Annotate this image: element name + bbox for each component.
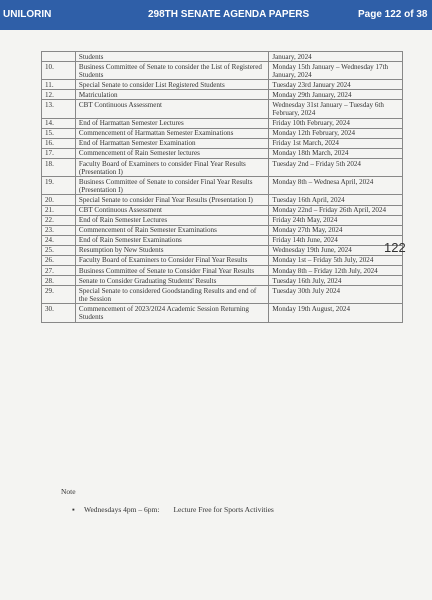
table-row [42, 286, 403, 304]
row-activity: CBT Continuous Assessment [75, 205, 268, 215]
table-row [42, 177, 403, 195]
row-date: Monday 19th August, 2024 [269, 304, 403, 322]
row-date: Friday 10th February, 2024 [269, 118, 403, 128]
table-row [42, 80, 403, 90]
row-date: Friday 24th May, 2024 [269, 215, 403, 225]
row-activity: End of Harmattan Semester Examination [75, 138, 268, 148]
row-activity: Special Senate to consider List Registered Students [75, 80, 268, 90]
row-activity: Commencement of Rain Semester lectures [75, 148, 268, 158]
row-date: Tuesday 23rd January 2024 [269, 80, 403, 90]
table-row [42, 138, 403, 148]
row-date: January, 2024 [269, 52, 403, 62]
row-activity: Matriculation [75, 90, 268, 100]
row-number: 27. [42, 266, 76, 276]
table-row [42, 195, 403, 205]
row-date: Wednesday 19th June, 2024 [269, 245, 403, 255]
table-row [42, 100, 403, 118]
table-row [42, 159, 403, 177]
table-row [42, 276, 403, 286]
row-date: Monday 15th January – Wednesday 17th January, 2024 [269, 62, 403, 80]
row-activity: Business Committee of Senate to consider Final Year Results (Presentation I) [75, 177, 268, 195]
row-number: 15. [42, 128, 76, 138]
row-number: 19. [42, 177, 76, 195]
table-row [42, 235, 403, 245]
note-label: Note [61, 487, 76, 496]
row-number [42, 52, 76, 62]
row-activity: Business Committee of Senate to consider the List of Registered Students [75, 62, 268, 80]
note-text: Lecture Free for Sports Activities [173, 505, 274, 514]
row-number: 24. [42, 235, 76, 245]
row-activity: CBT Continuous Assessment [75, 100, 268, 118]
row-number: 16. [42, 138, 76, 148]
row-date: Monday 12th February, 2024 [269, 128, 403, 138]
table-row [42, 62, 403, 80]
row-number: 25. [42, 245, 76, 255]
row-date: Friday 14th June, 2024 [269, 235, 403, 245]
row-date: Monday 8th – Friday 12th July, 2024 [269, 266, 403, 276]
row-activity: Faculty Board of Examiners to Consider Final Year Results [75, 255, 268, 265]
row-date: Monday 8th – Wednesa April, 2024 [269, 177, 403, 195]
page-number-overlay: 122 [384, 240, 406, 255]
row-number: 26. [42, 255, 76, 265]
row-date: Wednesday 31st January – Tuesday 6th February, 2024 [269, 100, 403, 118]
note-item [72, 505, 274, 514]
row-date: Tuesday 30th July 2024 [269, 286, 403, 304]
row-activity: Faculty Board of Examiners to consider Final Year Results (Presentation I) [75, 159, 268, 177]
row-number: 13. [42, 100, 76, 118]
agenda-table [41, 51, 403, 323]
row-date: Monday 1st – Friday 5th July, 2024 [269, 255, 403, 265]
row-date: Tuesday 2nd – Friday 5th 2024 [269, 159, 403, 177]
row-activity: Special Senate to consider Final Year Results (Presentation I) [75, 195, 268, 205]
row-number: 28. [42, 276, 76, 286]
row-activity: End of Rain Semester Examinations [75, 235, 268, 245]
row-date: Monday 27th May, 2024 [269, 225, 403, 235]
row-date: Tuesday 16th July, 2024 [269, 276, 403, 286]
row-number: 10. [42, 62, 76, 80]
bullet-icon: ▪ [72, 505, 75, 514]
row-activity: Students [75, 52, 268, 62]
row-number: 11. [42, 80, 76, 90]
row-activity: Commencement of Harmattan Semester Examinations [75, 128, 268, 138]
row-number: 30. [42, 304, 76, 322]
header-title: 298TH SENATE AGENDA PAPERS [148, 9, 310, 20]
header-institution: UNILORIN [3, 9, 52, 20]
row-activity: End of Rain Semester Lectures [75, 215, 268, 225]
row-number: 17. [42, 148, 76, 158]
table-row [42, 245, 403, 255]
table-row [42, 225, 403, 235]
table-row [42, 255, 403, 265]
row-number: 14. [42, 118, 76, 128]
row-number: 29. [42, 286, 76, 304]
row-date: Monday 18th March, 2024 [269, 148, 403, 158]
table-row [42, 148, 403, 158]
table-row [42, 90, 403, 100]
table-row [42, 52, 403, 62]
table-row [42, 304, 403, 322]
document-header [0, 0, 432, 30]
row-number: 12. [42, 90, 76, 100]
table-row [42, 215, 403, 225]
row-activity: Resumption by New Students [75, 245, 268, 255]
note-time: Wednesdays 4pm – 6pm: [84, 505, 160, 514]
row-activity: Special Senate to considered Goodstanding Results and end of the Session [75, 286, 268, 304]
row-number: 18. [42, 159, 76, 177]
row-number: 22. [42, 215, 76, 225]
row-activity: Business Committee of Senate to Consider Final Year Results [75, 266, 268, 276]
table-row [42, 266, 403, 276]
row-number: 23. [42, 225, 76, 235]
row-number: 21. [42, 205, 76, 215]
row-date: Monday 29th January, 2024 [269, 90, 403, 100]
row-activity: End of Harmattan Semester Lectures [75, 118, 268, 128]
row-date: Tuesday 16th April, 2024 [269, 195, 403, 205]
header-page-indicator: Page 122 of 38 [358, 9, 428, 20]
row-date: Friday 1st March, 2024 [269, 138, 403, 148]
row-activity: Commencement of 2023/2024 Academic Session Returning Students [75, 304, 268, 322]
table-row [42, 128, 403, 138]
table-row [42, 118, 403, 128]
table-row [42, 205, 403, 215]
row-number: 20. [42, 195, 76, 205]
document-page [0, 30, 432, 600]
row-activity: Commencement of Rain Semester Examinations [75, 225, 268, 235]
row-date: Monday 22nd – Friday 26th April, 2024 [269, 205, 403, 215]
row-activity: Senate to Consider Graduating Students' Results [75, 276, 268, 286]
